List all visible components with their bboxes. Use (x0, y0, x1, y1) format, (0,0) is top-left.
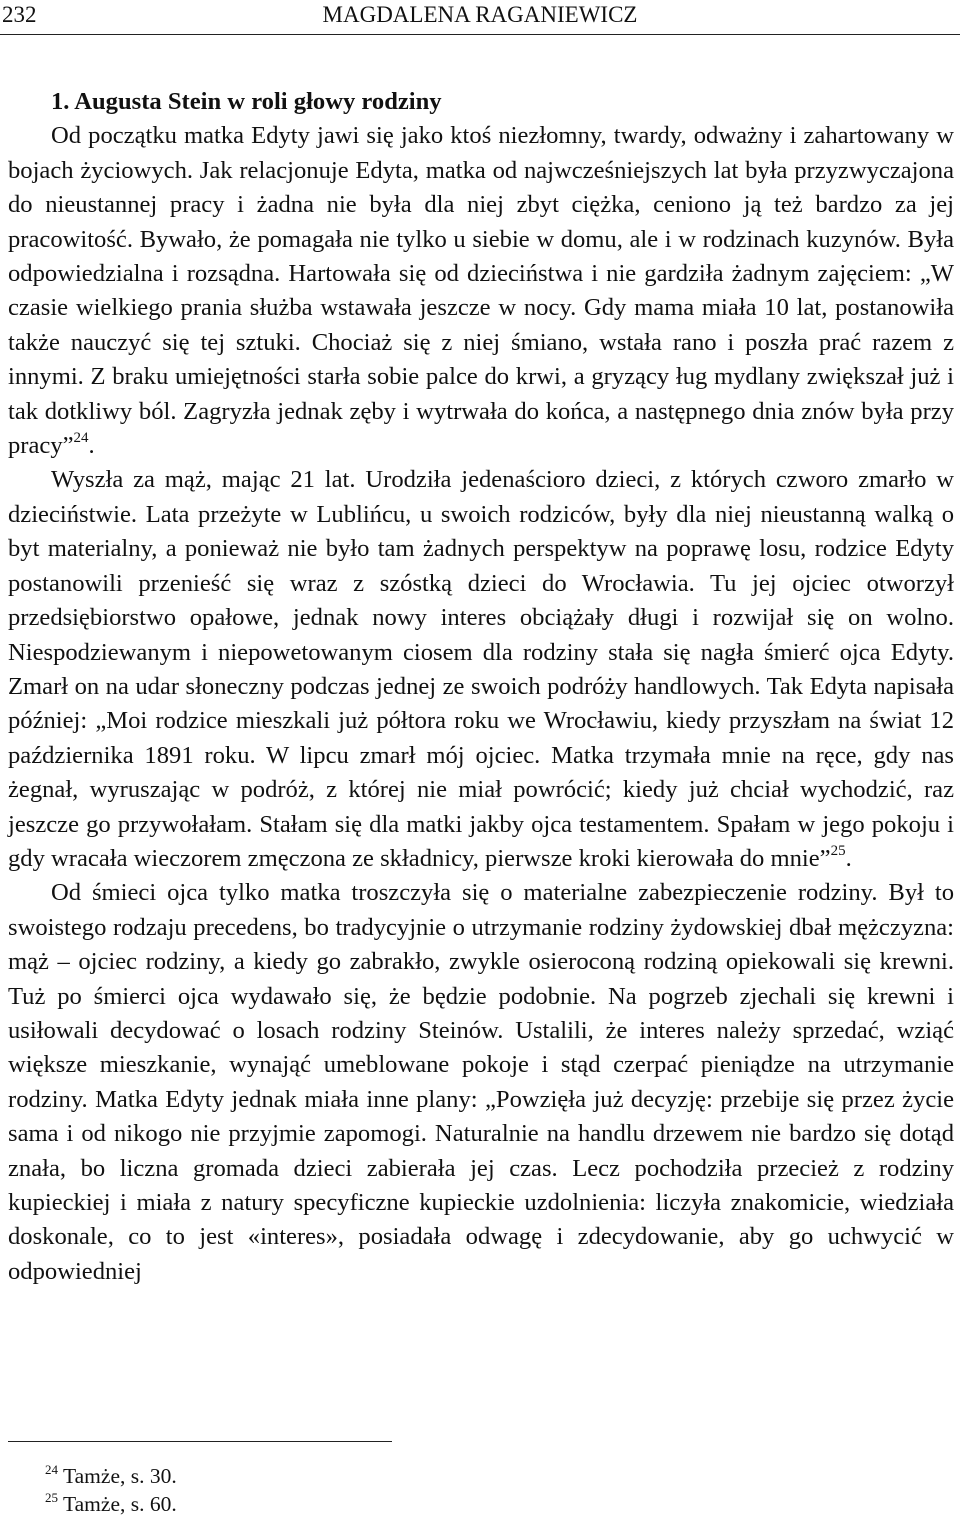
paragraph-text: Od początku matka Edyty jawi się jako ktoś niezłomny, twardy, odważny i zahartowany w bojach życiowych. Jak relacjonuje Edyta, matka od najwcześniejszych lat była przyzwyczajona do nieustannej pracy i żadna nie była dla niej zbyt ciężka, ceniono ją też bardzo za jej pracowitość. Bywało, że pomagała nie tylko u siebie w domu, ale i w rodzinach kuzynów. Była odpowiedzialna i rozsądna. Hartowała się od dzieciństwa i nie gardziła żadnym zajęciem: „W czasie wielkiego prania służba wstawała jeszcze w nocy. Gdy mama miała 10 lat, postanowiła także nauczyć się tej sztuki. Chociaż się z niej śmiano, wstała rano i poszła prać razem z innymi. Z braku umiejętności starła sobie palce do krwi, a gryzący ług mydlany zwiększał już i tak dotkliwy ból. Zagryzła jednak zęby i wytrwała do końca, a następnego dnia znów była przy pracy” (8, 122, 954, 460)
paragraph (8, 463, 954, 876)
section-title: 1. Augusta Stein w roli głowy rodziny (51, 88, 442, 115)
running-head: MAGDALENA RAGANIEWICZ (322, 2, 638, 27)
paragraph-end: . (88, 432, 95, 460)
footnote-ref: 24 (73, 430, 89, 447)
footnote-rule (8, 1441, 392, 1442)
footnote-text: Tamże, s. 60. (63, 1492, 177, 1516)
paragraph-end: . (845, 844, 852, 872)
footnote (45, 1462, 177, 1490)
footnotes (45, 1462, 177, 1518)
page-number: 232 (2, 2, 37, 27)
footnote-number: 24 (45, 1462, 58, 1477)
body-text (8, 85, 954, 1289)
page-header (0, 0, 960, 34)
footnote-number: 25 (45, 1490, 58, 1505)
paragraph (8, 876, 954, 1289)
paragraph (8, 119, 954, 463)
footnote-ref: 25 (830, 842, 846, 859)
footnote (45, 1490, 177, 1518)
paragraph-text: Wyszła za mąż, mając 21 lat. Urodziła jedenaścioro dzieci, z których czworo zmarło w dzieciństwie. Lata przeżyte w Lublińcu, u swoich rodziców, były dla niej nieustanną walką o byt materialny, a ponieważ nie było tam żadnych perspektyw na poprawę losu, rodzice Edyty postanowili przenieść się wraz z szóstką dzieci do Wrocławia. Tu jej ojciec otworzył przedsiębiorstwo opałowe, jednak nowy interes obciążały długi i rozwijał się on wolno. Niespodziewanym i niepowetowanym ciosem dla rodziny stała się nagła śmierć ojca Edyty. Zmarł on na udar słoneczny podczas jednej ze swoich podróży handlowych. Tak Edyta napisała później: „Moi rodzice mieszkali już półtora roku we Wrocławiu, kiedy przyszłam na świat 12 października 1891 roku. W lipcu zmarł mój ojciec. Matka trzymała mnie na ręce, gdy nas żegnał, wyruszając w podróż, z której nie miał powrócić; kiedy już chciał wychodzić, raz jeszcze go przywołałam. Stałam się dla matki jakby ojca testamentem. Spałam w jego pokoju i gdy wracała wieczorem zmęczona ze składnicy, pierwsze kroki kierowała do mnie” (8, 466, 954, 872)
header-rule (0, 34, 960, 35)
footnote-text: Tamże, s. 30. (63, 1464, 177, 1488)
paragraph-text: Od śmieci ojca tylko matka troszczyła się o materialne zabezpieczenie rodziny. Był to swoistego rodzaju precedens, bo tradycyjnie o utrzymanie rodziny żydowskiej dbał mężczyzna: mąż – ojciec rodziny, a kiedy go zabrakło, zwykle osieroconą rodziną opiekowali się krewni. Tuż po śmierci ojca wydawało się, że będzie podobnie. Na pogrzeb zjechali się krewni i usiłowali decydować o losach rodziny Steinów. Ustalili, że interes należy sprzedać, wziąć większe mieszkanie, wynająć umeblowane pokoje i stąd czerpać pieniądze na utrzymanie rodziny. Matka Edyty jednak miała inne plany: „Powzięła już decyzję: przebije się przez życie sama i od nikogo nie przyjmie zapomogi. Naturalnie na handlu drzewem nie bardzo się dotąd znała, bo liczna gromada dzieci zabierała jej czas. Lecz pochodziła przecież z rodziny kupieckiej i miała z natury specyficzne kupieckie uzdolnienia: liczyła znakomicie, wiedziała doskonale, co to jest «interes», posiadała odwagę i zdecydowanie, aby go uchwycić w odpowiedniej (8, 879, 954, 1285)
